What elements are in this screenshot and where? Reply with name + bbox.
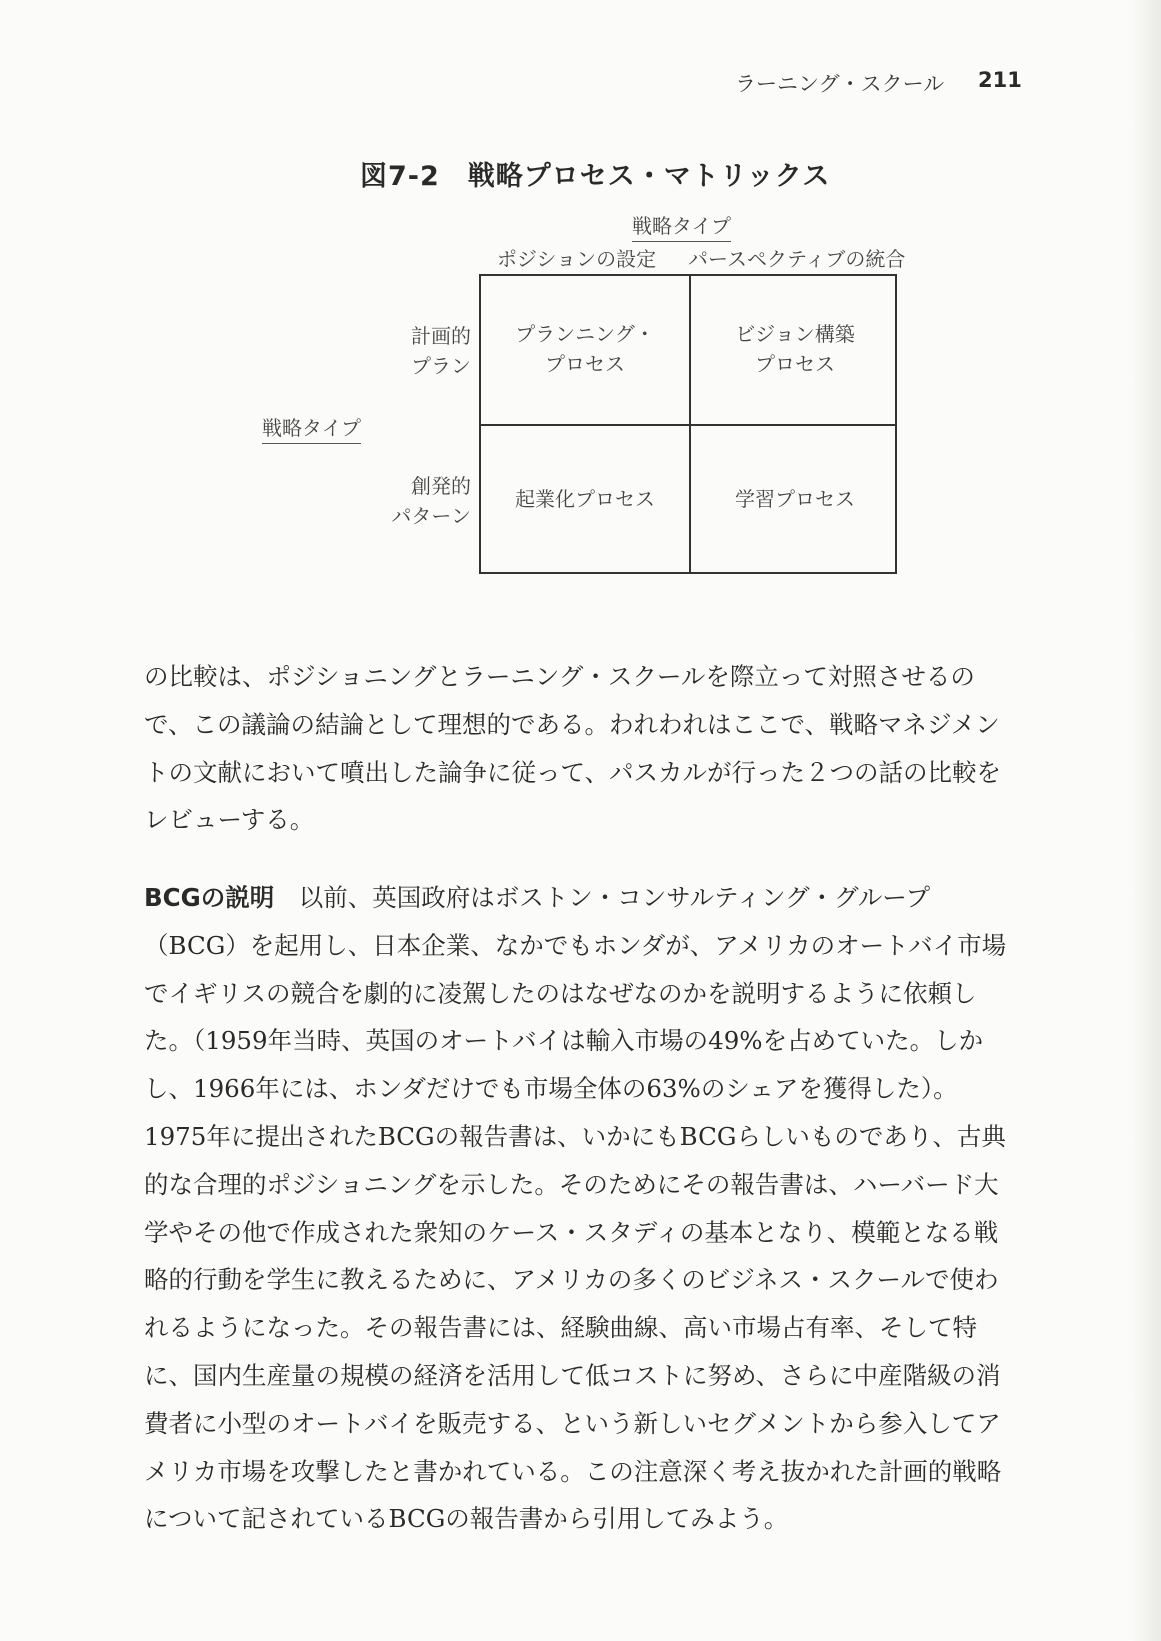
bcg-text: 以前、英国政府はボストン・コンサルティング・グループ（BCG）を起用し、日本企業、なかでもホンダが、アメリカのオートバイ市場でイギリスの競合を劇的に凌駕したのはなぜなのかを説明するように依頼した。（1959年当時、英国のオートバイは輸入市場の49%を占めていた。しかし、1966年には、ホンダだけでも市場全体の63%のシェアを獲得した）。1975年に提出されたBCGの報告書は、いかにもBCGらしいものであり、古典的な合理的ポジショニングを示した。そのためにその報告書は、ハーバード大学やその他で作成された衆知のケース・スタディの基本となり、模範となる戦略的行動を学生に教えるために、アメリカの多くのビジネス・スクールで使われるようになった。その報告書には、経験曲線、高い市場占有率、そして特に、国内生産量の規模の経済を活用して低コストに努め、さらに中産階級の消費者に小型のオートバイを販売する、という新しいセグメントから参入してアメリカ市場を攻撃したと書かれている。この注意深く考え抜かれた計画的戦略について記されているBCGの報告書から引用してみよう。 — [144, 883, 1007, 1534]
paragraph-bcg — [144, 874, 1016, 1543]
paragraph-comparison: の比較は、ポジショニングとラーニング・スクールを際立って対照させるので、この議論の結論として理想的である。われわれはここで、戦略マネジメントの文献において噴出した論争に従って、パスカルが行った２つの話の比較をレビューする。 — [144, 662, 1002, 835]
cell-planning-process: プランニング・ プロセス — [515, 322, 655, 376]
running-head: ラーニング・スクール — [735, 72, 945, 96]
page-edge-shadow — [1131, 0, 1161, 1641]
column-axis-label: 戦略タイプ — [632, 210, 731, 242]
column-label-perspective: パースペクティブの統合 — [688, 247, 906, 271]
figure-title: 図7-2 戦略プロセス・マトリックス — [360, 161, 831, 192]
cell-vision-process: ビジョン構築 プロセス — [735, 322, 855, 376]
bcg-heading: BCGの説明 — [144, 883, 275, 912]
row-label-emergent: 創発的 パターン — [391, 474, 471, 528]
strategy-process-matrix — [479, 274, 897, 574]
cell-entrepreneurial-process: 起業化プロセス — [515, 487, 655, 511]
row-axis-label: 戦略タイプ — [262, 412, 361, 444]
column-label-positioning: ポジションの設定 — [497, 247, 657, 271]
cell-learning-process: 学習プロセス — [735, 487, 855, 511]
row-label-deliberate: 計画的 プラン — [411, 324, 471, 378]
page-number: 211 — [978, 68, 1022, 92]
